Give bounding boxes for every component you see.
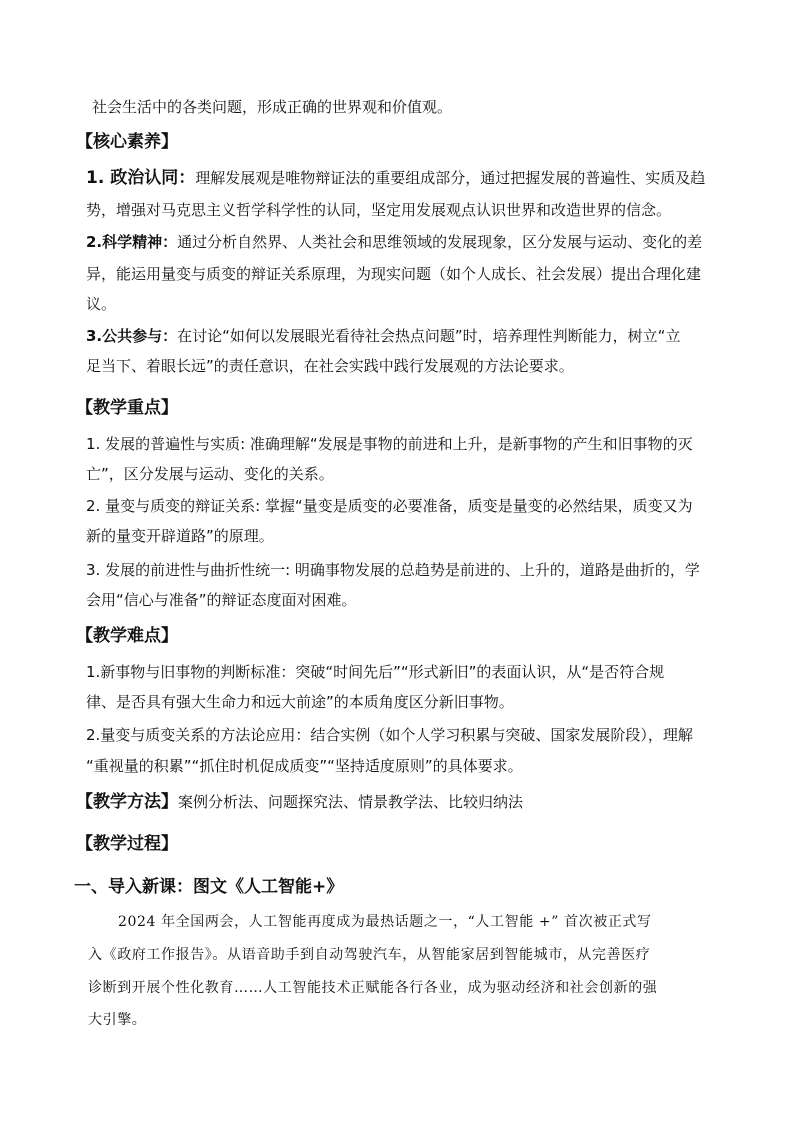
core-item-1-text-1: 理解发展观是唯物辩证法的重要组成部分，通过把握发展的普遍性、实质及趋 bbox=[195, 169, 706, 187]
key-point-2-line-1: 2. 量变与质变的辩证关系: 掌握“量变是质变的必要准备，质变是量变的必然结果，质变又为 bbox=[86, 497, 693, 515]
intro-paragraph-line-2: 入《政府工作报告》。从语音助手到自动驾驶汽车，从智能家居到智能城市，从完善医疗 bbox=[88, 947, 651, 963]
methods-text: 案例分析法、问题探究法、情景教学法、比较归纳法 bbox=[178, 793, 524, 811]
difficulty-1-line-2: 律、是否具有强大生命力和远大前途”的本质角度区分新旧事物。 bbox=[86, 693, 514, 711]
process-heading: 【教学过程】 bbox=[76, 834, 178, 854]
methods-heading: 【教学方法】 bbox=[76, 792, 178, 812]
core-item-1-line-2: 势，增强对马克思主义哲学科学性的认同，坚定用发展观点认识世界和改造世界的信念。 bbox=[86, 201, 672, 219]
difficulty-2-line-2: “重视量的积累”“抓住时机促成质变”“坚持适度原则”的具体要求。 bbox=[86, 757, 523, 775]
key-point-3-line-1: 3. 发展的前进性与曲折性统一: 明确事物发展的总趋势是前进的、上升的，道路是曲折的，学 bbox=[86, 561, 700, 579]
core-item-3-line-2: 足当下、着眼长远”的责任意识，在社会实践中践行发展观的方法论要求。 bbox=[86, 357, 574, 375]
core-item-3-text-1: 在讨论“如何以发展眼光看待社会热点问题”时，培养理性判断能力，树立“立 bbox=[177, 327, 681, 345]
section-1-title: 一、导入新课：图文《人工智能+》 bbox=[74, 877, 344, 897]
key-points-heading: 【教学重点】 bbox=[76, 398, 178, 418]
key-point-3-line-2: 会用“信心与准备”的辩证态度面对困难。 bbox=[86, 591, 357, 609]
methods-line bbox=[76, 792, 523, 812]
intro-paragraph-line-4: 大引擎。 bbox=[88, 1012, 147, 1028]
core-item-1-line-1 bbox=[86, 168, 705, 188]
core-item-2-text-1: 通过分析自然界、人类社会和思维领域的发展现象，区分发展与运动、变化的差 bbox=[177, 233, 703, 251]
intro-paragraph-line-3: 诊断到开展个性化教育……人工智能技术正赋能各行各业，成为驱动经济和社会创新的强 bbox=[88, 980, 658, 996]
difficulties-heading: 【教学难点】 bbox=[76, 626, 178, 646]
core-item-3-line-1 bbox=[86, 326, 680, 346]
core-item-2-line-1 bbox=[86, 232, 702, 252]
core-item-2-label: 2.科学精神： bbox=[86, 233, 178, 251]
key-point-1-line-2: 亡”，区分发展与运动、变化的关系。 bbox=[86, 465, 334, 483]
difficulty-1-line-1: 1.新事物与旧事物的判断标准：突破“时间先后”“形式新旧”的表面认识，从“是否符合规 bbox=[86, 663, 665, 681]
key-point-2-line-2: 新的量变开辟道路”的原理。 bbox=[86, 527, 274, 545]
intro-line: 社会生活中的各类问题，形成正确的世界观和价值观。 bbox=[92, 98, 453, 116]
core-item-2-line-3: 议。 bbox=[86, 295, 117, 313]
core-literacy-heading: 【核心素养】 bbox=[76, 132, 178, 152]
key-point-1-line-1: 1. 发展的普遍性与实质: 准确理解“发展是事物的前进和上升，是新事物的产生和旧事物的灭 bbox=[86, 435, 693, 453]
intro-paragraph-line-1: 2024 年全国两会，人工智能再度成为最热话题之一，“人工智能 +” 首次被正式写 bbox=[118, 914, 652, 930]
core-item-2-line-2: 异，能运用量变与质变的辩证关系原理，为现实问题（如个人成长、社会发展）提出合理化建 bbox=[86, 265, 702, 283]
core-item-3-label: 3.公共参与： bbox=[86, 327, 178, 345]
difficulty-2-line-1: 2.量变与质变关系的方法论应用：结合实例（如个人学习积累与突破、国家发展阶段），理解 bbox=[86, 726, 693, 744]
core-item-1-label: 1. 政治认同： bbox=[86, 168, 196, 188]
